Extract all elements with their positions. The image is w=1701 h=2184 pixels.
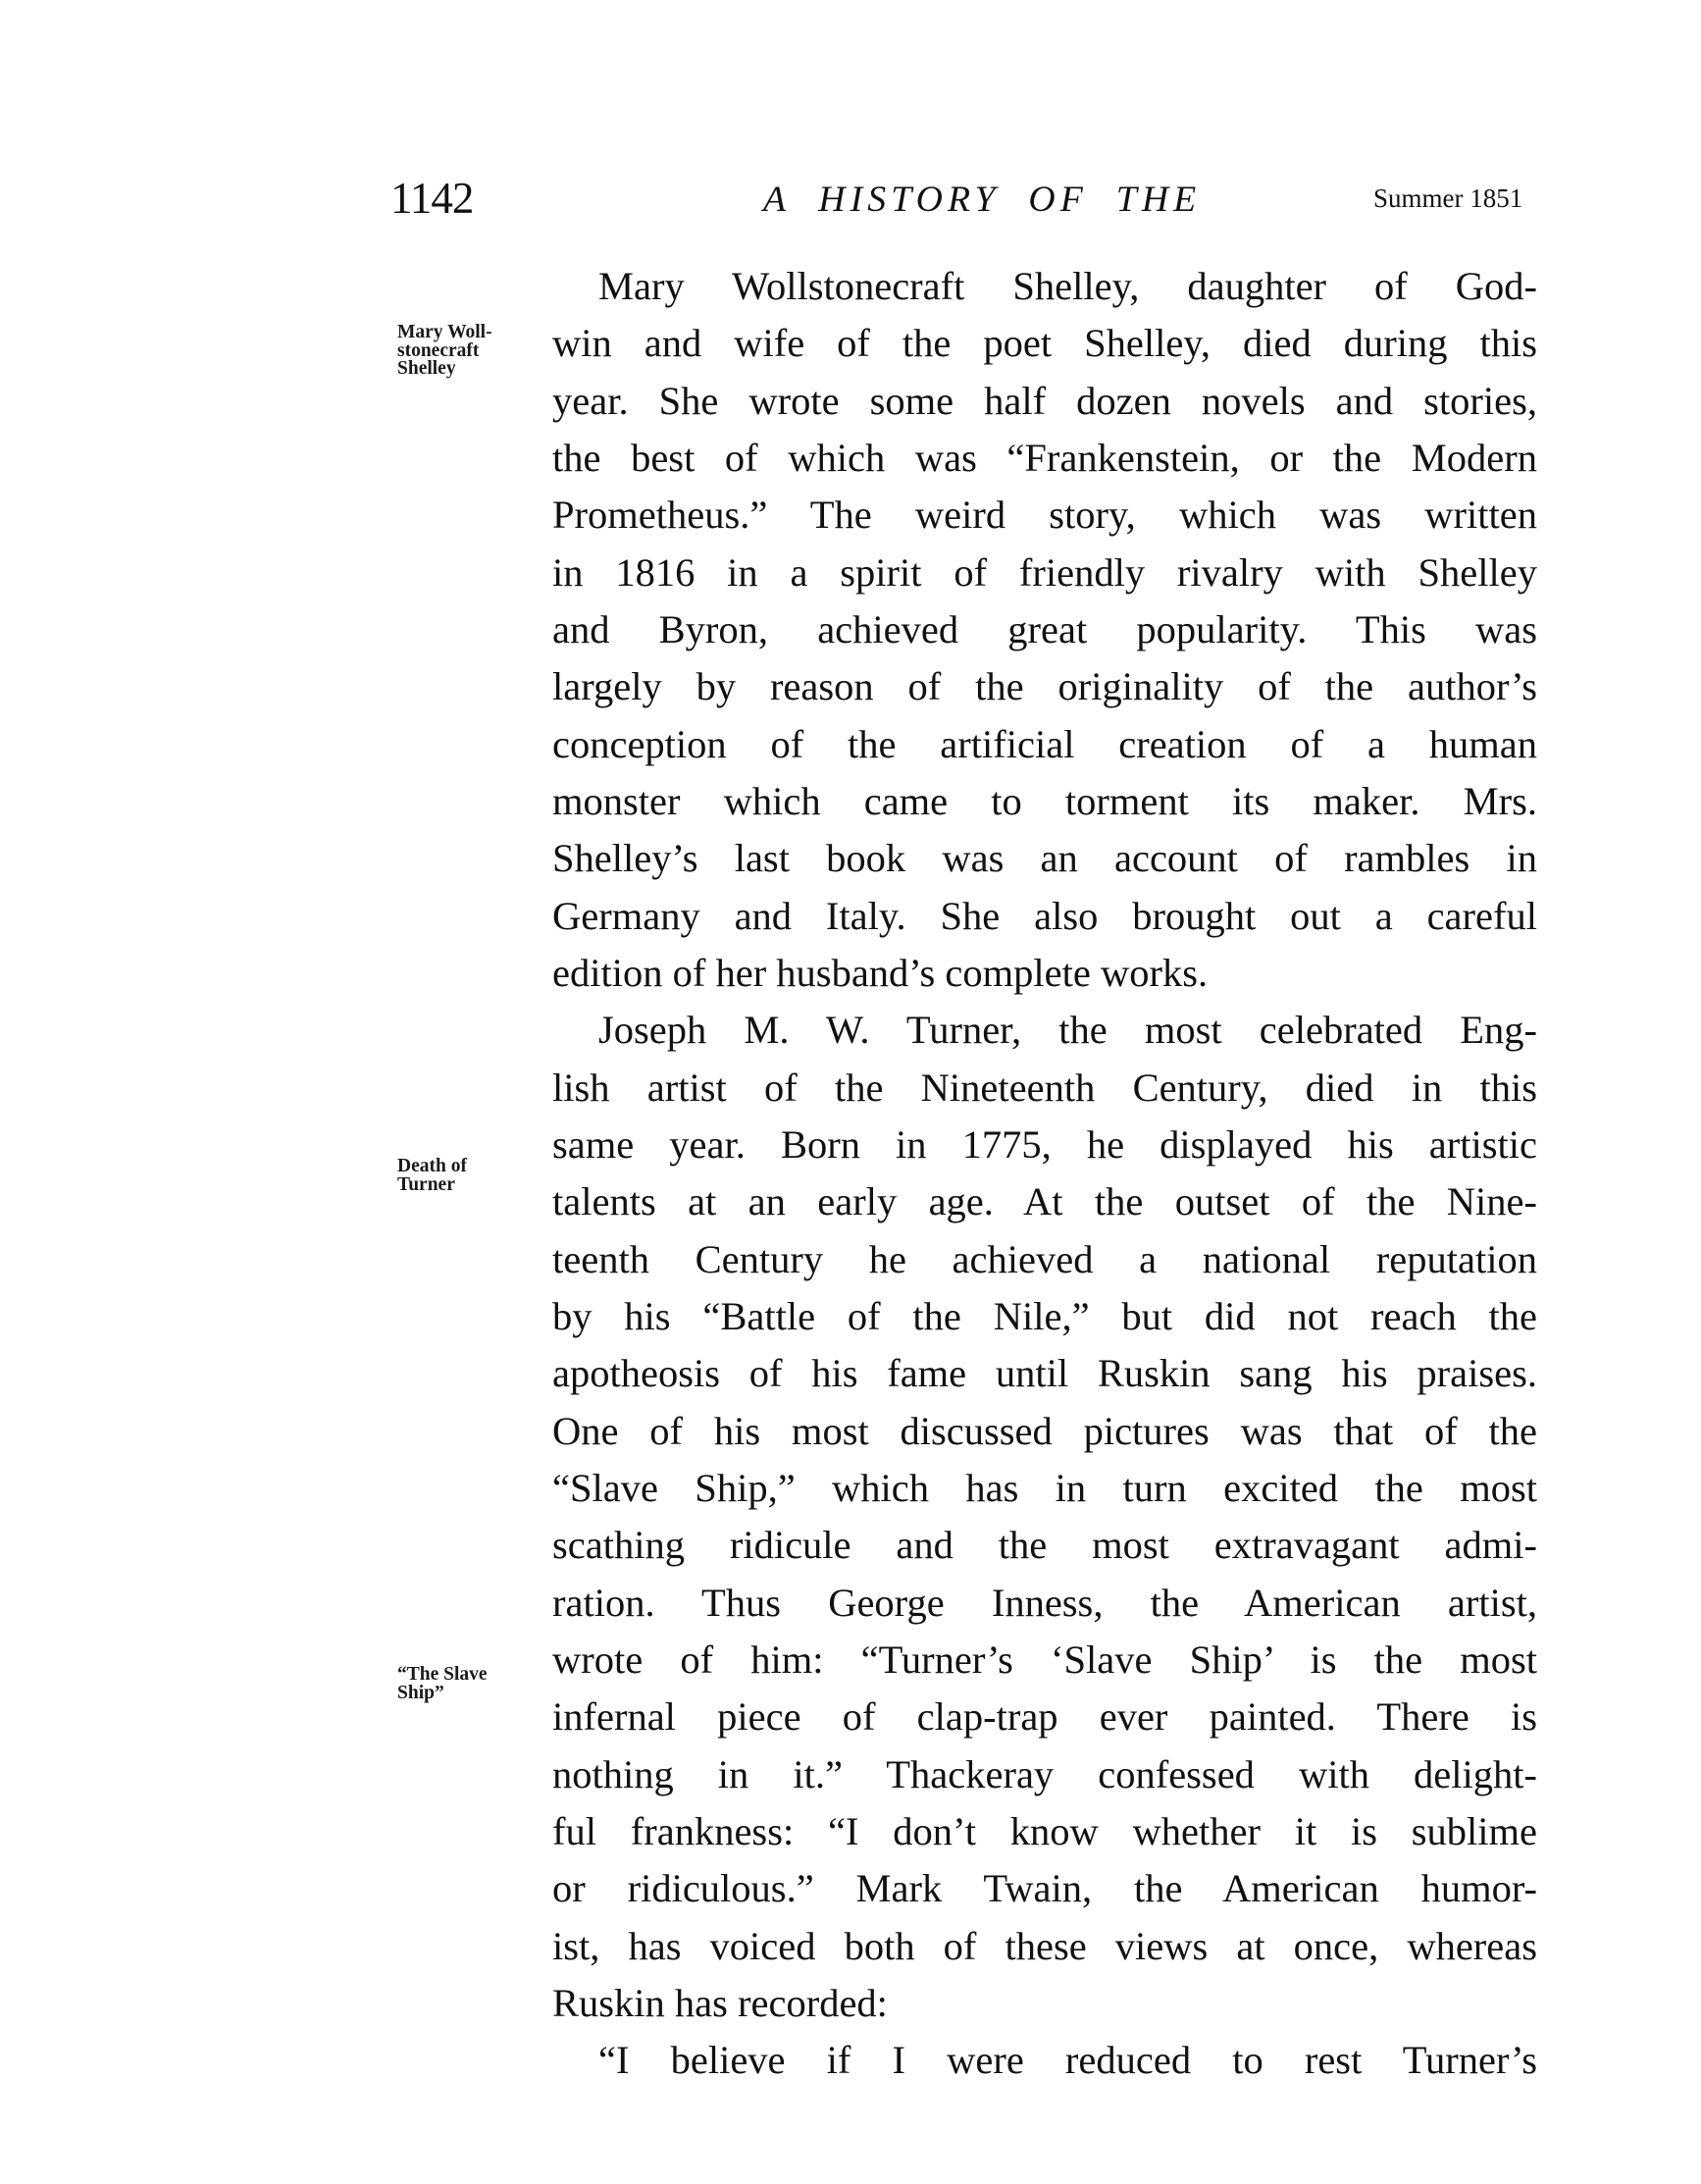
date-heading: Summer 1851 <box>1373 183 1523 213</box>
text-line: edition of her husband’s complete works. <box>552 951 1209 995</box>
sidenote-slave-ship <box>397 1666 488 1702</box>
text-line: wrote of him: “Turner’s ‘Slave Ship’ is the most <box>552 1638 1537 1682</box>
text-line: teenth Century he achieved a national reputation <box>552 1237 1537 1281</box>
sidenote-mary-shelley <box>397 324 492 379</box>
sidenote-line: “The Slave <box>397 1664 488 1685</box>
page-number: 1142 <box>390 174 474 223</box>
sidenote-line: Death of <box>397 1156 467 1176</box>
text-line: “I believe if I were reduced to rest Turner’s <box>598 2038 1537 2082</box>
text-line: the best of which was “Frankenstein, or the Modern <box>552 436 1537 480</box>
text-line: by his “Battle of the Nile,” but did not reach the <box>552 1294 1537 1338</box>
text-line: conception of the artificial creation of a human <box>552 722 1537 766</box>
text-line: in 1816 in a spirit of friendly rivalry with Shelley <box>552 550 1537 595</box>
text-line: apotheosis of his fame until Ruskin sang his praises. <box>552 1351 1537 1395</box>
text-line: infernal piece of clap-trap ever painted. There is <box>552 1694 1537 1739</box>
text-line: ful frankness: “I don’t know whether it is sublime <box>552 1809 1537 1853</box>
running-title: A HISTORY OF THE <box>763 180 1202 220</box>
text-line: and Byron, achieved great popularity. This was <box>552 607 1537 651</box>
text-line: year. She wrote some half dozen novels and stories, <box>552 379 1537 423</box>
text-line: lish artist of the Nineteenth Century, died in this <box>552 1066 1537 1110</box>
text-line: nothing in it.” Thackeray confessed with delight- <box>552 1752 1537 1796</box>
page-header <box>0 0 1701 235</box>
sidenote-line: Mary Woll- <box>397 322 492 342</box>
sidenote-line: Turner <box>397 1173 455 1195</box>
text-line: ist, has voiced both of these views at once, whereas <box>552 1924 1537 1968</box>
sidenote-line: Shelley <box>397 358 456 379</box>
text-line: largely by reason of the originality of the author’s <box>552 664 1537 708</box>
text-line: “Slave Ship,” which has in turn excited the most <box>552 1466 1537 1510</box>
text-line: win and wife of the poet Shelley, died during this <box>552 321 1537 365</box>
text-line: Ruskin has recorded: <box>552 1981 888 2025</box>
text-line: One of his most discussed pictures was that of the <box>552 1409 1537 1453</box>
sidenote-line: stonecraft <box>397 339 480 361</box>
text-line: or ridiculous.” Mark Twain, the American humor- <box>552 1866 1537 1910</box>
text-line: Shelley’s last book was an account of rambles in <box>552 836 1537 880</box>
text-line: monster which came to torment its maker. Mrs. <box>552 779 1537 823</box>
text-line: ration. Thus George Inness, the American artist, <box>552 1581 1537 1625</box>
text-line: Joseph M. W. Turner, the most celebrated Eng- <box>598 1008 1537 1052</box>
sidenote-death-of-turner <box>397 1158 467 1194</box>
text-line: scathing ridicule and the most extravagant admi- <box>552 1523 1537 1567</box>
text-line: talents at an early age. At the outset of the Nine- <box>552 1179 1537 1223</box>
text-line: Prometheus.” The weird story, which was written <box>552 493 1537 537</box>
text-line: Mary Wollstonecraft Shelley, daughter of God- <box>598 264 1537 308</box>
sidenote-line: Ship” <box>397 1682 444 1703</box>
text-line: Germany and Italy. She also brought out a careful <box>552 894 1537 938</box>
text-line: same year. Born in 1775, he displayed his artistic <box>552 1122 1537 1167</box>
